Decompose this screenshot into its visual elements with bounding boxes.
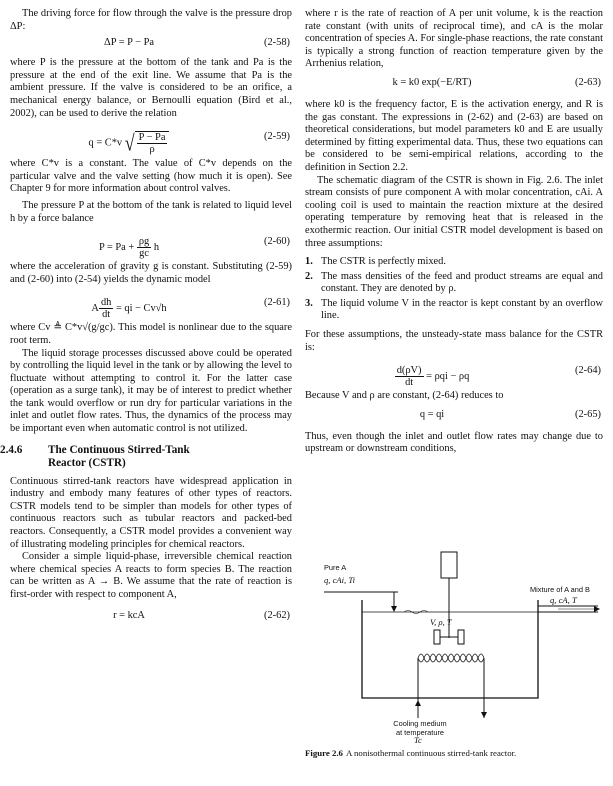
- cstr-figure: [318, 548, 608, 745]
- inlet-title: Pure A: [324, 563, 347, 572]
- equation-number: (2-63): [575, 76, 601, 88]
- cooling-temperature: Tc: [414, 735, 422, 745]
- list-item: 3. The liquid volume V in the reactor is kept constant by an overflow line.: [305, 297, 603, 322]
- coolant-in-arrowhead: [415, 700, 421, 706]
- left-column: [0, 8, 292, 630]
- paragraph: Continuous stirred-tank reactors have widespread application in industry and embody many features of other types of reactors. CSTR models tend to be simpler than models for other types of continuous reactors such as tubular reactors and packed-bed reactors. Consequently, a CSTR model provides a convenient way of illustrating modeling principles for chemical reactors.: [10, 475, 292, 550]
- equation-lhs: A: [91, 303, 99, 315]
- paragraph: where Cv ≜ C*v√(g/gc). This model is nonlinear due to the square root term.: [10, 322, 292, 346]
- equation-rhs: = qi − Cv√h: [115, 303, 167, 315]
- paragraph: Because V and ρ are constant, (2-64) reduces to: [305, 390, 504, 402]
- cstr-diagram: [318, 548, 608, 738]
- fraction-denominator: dt: [405, 377, 414, 389]
- motor: [441, 552, 457, 578]
- paragraph: The schematic diagram of the CSTR is shown in Fig. 2.6. The inlet stream consists of pure component A with molar concentration, cAi. A cooling coil is used to maintain the reaction mixture at the desired operating temperature by removing heat that is released in the exothermic reaction. Our initial CSTR model development is based on three assumptions:: [305, 174, 603, 249]
- equation-number: (2-59): [264, 131, 290, 143]
- equation-rhs: h: [153, 242, 160, 254]
- equation-number: (2-58): [264, 37, 290, 49]
- equation-body: k = k0 exp(−E/RT): [392, 76, 472, 88]
- fraction-denominator: gc: [139, 248, 149, 260]
- section-title-line2: Reactor (CSTR): [48, 456, 126, 469]
- equation-2-65: [305, 409, 603, 425]
- cooling-coil: [418, 654, 484, 662]
- paragraph: Thus, even though the inlet and outlet flow rates may change due to upstream or downstream conditions,: [305, 430, 603, 455]
- paragraph: Consider a simple liquid-phase, irreversible chemical reaction where chemical species A reacts to form species B. The reaction can be written as A → B. We assume that the rate of reaction is first-order with respect to component A,: [10, 551, 292, 600]
- equation-lhs: P = Pa +: [98, 242, 135, 254]
- inlet-variables: q, cAi, Ti: [324, 575, 356, 585]
- outlet-variables: q, cA, T: [550, 595, 577, 605]
- equation-rhs: = ρqi − ρq: [426, 371, 470, 383]
- fraction-numerator: dh: [100, 297, 112, 309]
- equation-2-64: [305, 358, 603, 389]
- list-item: 2. The mass densities of the feed and product streams are equal and constant. They are denoted by ρ.: [305, 270, 603, 295]
- assumption-list: [305, 256, 603, 323]
- list-item: 1. The CSTR is perfectly mixed.: [305, 256, 446, 268]
- paragraph: The liquid storage processes discussed above could be operated by controlling the liquid level in the tank or by allowing the level to fluctuate without attempting to control it. For the latter case (operation as a surge tank), it may be of interest to predict whether the tank would overflow or run dry for particular variations in the inlet and outlet flow rates. Thus, the dynamics of the process may be important even when automatic control is not utilized.: [10, 347, 292, 435]
- fraction-numerator: ρg: [138, 236, 150, 248]
- equation-number: (2-61): [264, 297, 290, 309]
- equation-2-59: [10, 124, 292, 154]
- tank-variables: V, ρ, T: [430, 617, 452, 627]
- sqrt-symbol: √: [124, 130, 135, 156]
- tank-wall: [362, 600, 538, 698]
- equation-2-58: [10, 37, 292, 53]
- paragraph: where r is the rate of reaction of A per unit volume, k is the reaction rate constant (with units of reciprocal time), and cA is the molar concentration of species A. For single-phase reactions, the rate constant is typically a strong function of reaction temperature given by the Arrhenius relation,: [305, 8, 603, 70]
- impeller-right: [458, 630, 464, 644]
- paragraph: where the acceleration of gravity g is constant. Substituting (2-59) and (2-60) into (2-54) yields the dynamic model: [10, 261, 292, 285]
- paragraph: The pressure P at the bottom of the tank is related to liquid level h by a force balance: [10, 199, 292, 224]
- impeller-left: [434, 630, 440, 644]
- equation-2-60: [10, 229, 292, 260]
- equation-number: (2-60): [264, 236, 290, 248]
- fraction-numerator: P − Pa: [138, 132, 166, 144]
- equation-number: (2-65): [575, 408, 601, 420]
- cooling-label: Cooling medium at temperature: [393, 719, 447, 737]
- equation-2-62: [10, 610, 292, 626]
- outlet-arrowhead: [594, 606, 600, 612]
- outlet-title: Mixture of A and B: [530, 585, 590, 594]
- paragraph: For these assumptions, the unsteady-state mass balance for the CSTR is:: [305, 329, 603, 353]
- coolant-out-arrowhead: [481, 712, 487, 718]
- equation-body: q = qi: [419, 408, 445, 420]
- inlet-arrowhead: [391, 606, 397, 612]
- equation-2-61: [10, 290, 292, 321]
- fraction-denominator: ρ: [149, 144, 155, 156]
- fraction-denominator: dt: [102, 309, 111, 321]
- equation-2-63: [305, 77, 603, 93]
- paragraph: The driving force for flow through the valve is the pressure drop ΔP:: [10, 8, 292, 32]
- right-column: [305, 8, 603, 456]
- equation-body: r = kcA: [113, 609, 145, 621]
- section-title-line1: The Continuous Stirred-Tank: [48, 443, 190, 456]
- section-number: 2.4.6: [0, 443, 23, 456]
- caption-text: A nonisothermal continuous stirred-tank reactor.: [345, 748, 517, 758]
- equation-number: (2-62): [264, 609, 290, 621]
- caption-label: Figure 2.6: [305, 748, 343, 758]
- paragraph: where P is the pressure at the bottom of the tank and Pa is the pressure at the end of the exit line. We assume that Pa is the ambient pressure. If the valve is considered to be an orifice, a mechanical energy balance, or Bernoulli equation (Bird et al., 2002), can be used to derive the relation: [10, 57, 292, 119]
- figure-caption: [305, 748, 605, 758]
- equation-number: (2-64): [575, 365, 601, 377]
- paragraph: where k0 is the frequency factor, E is the activation energy, and R is the gas constant. The expressions in (2-62) and (2-63) are based on theoretical considerations, but model parameters k0 and E are usually determined by fitting experimental data. Thus, these two equations can be considered to be semi-empirical relations, according to the definition in Section 2.2.: [305, 98, 603, 173]
- section-heading: [0, 444, 292, 470]
- equation-lhs: q = C*v: [88, 137, 123, 149]
- equation-body: ΔP = P − Pa: [104, 37, 154, 49]
- paragraph: where C*v is a constant. The value of C*v depends on the particular valve and the valve setting (how much it is open). See Chapter 9 for more information about control valves.: [10, 158, 292, 195]
- fraction-numerator: d(ρV): [396, 365, 422, 377]
